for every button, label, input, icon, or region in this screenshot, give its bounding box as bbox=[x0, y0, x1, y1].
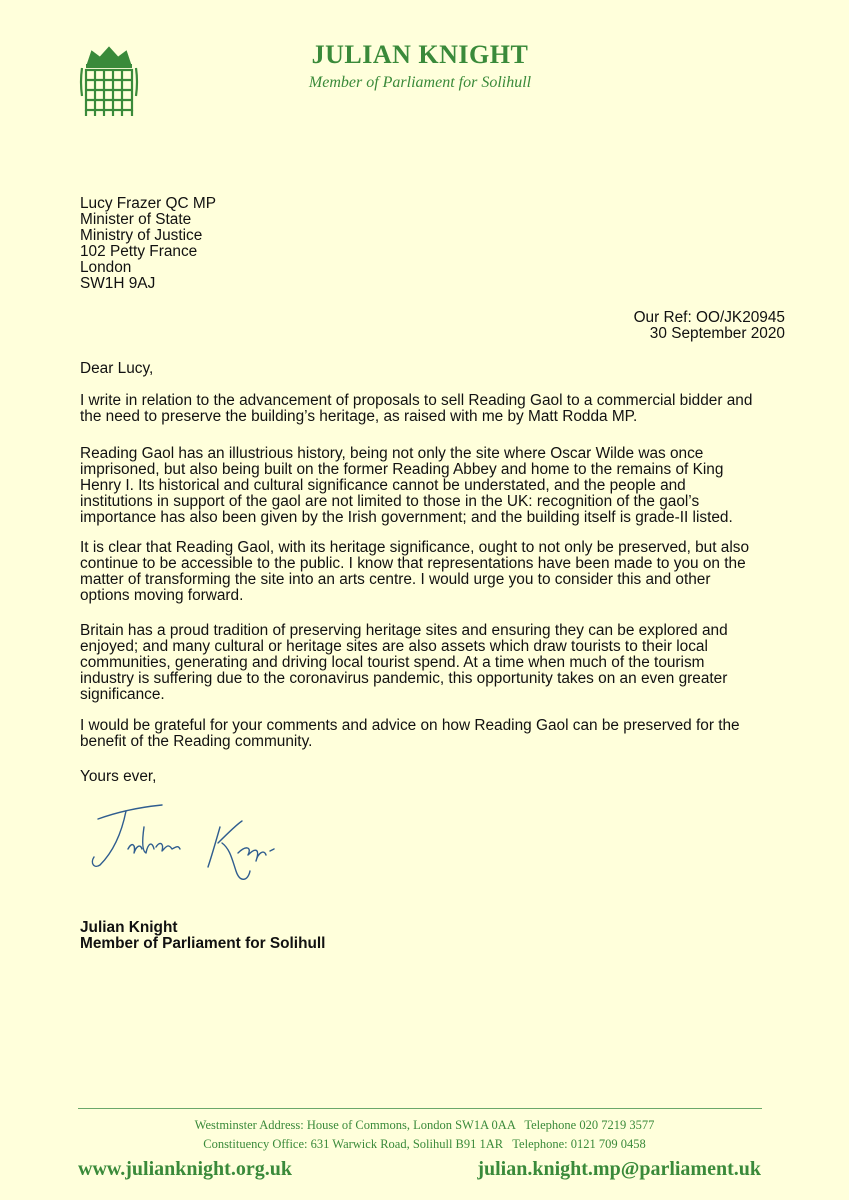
paragraph-line: I would be grateful for your comments and advice on how Reading Gaol can be preserved for the bbox=[80, 717, 740, 734]
address-line: Lucy Frazer QC MP bbox=[80, 195, 216, 212]
paragraph-line: Henry I. Its historical and cultural significance cannot be understated, and the people and bbox=[80, 477, 686, 494]
paragraph-line: the need to preserve the building’s heritage, as raised with me by Matt Rodda MP. bbox=[80, 408, 638, 425]
footer-constituency-office: Constituency Office: 631 Warwick Road, Solihull B91 1AR Telephone: 0121 709 0458 bbox=[203, 1137, 646, 1151]
closing: Yours ever, bbox=[80, 768, 157, 785]
letterhead-name: JULIAN KNIGHT bbox=[311, 40, 529, 69]
paragraph-line: Reading Gaol has an illustrious history, being not only the site where Oscar Wilde was once bbox=[80, 445, 704, 462]
paragraph-line: I write in relation to the advancement of proposals to sell Reading Gaol to a commercial bidder and bbox=[80, 392, 753, 409]
body-paragraph-5 bbox=[80, 718, 780, 750]
address-line: Minister of State bbox=[80, 211, 192, 228]
paragraph-line: enjoyed; and many cultural or heritage sites are also assets which draw tourists to their local bbox=[80, 638, 708, 655]
paragraph-line: continue to be accessible to the public. I know that representations have been made to you on the bbox=[80, 555, 746, 572]
paragraph-line: Britain has a proud tradition of preserving heritage sites and ensuring they can be explored and bbox=[80, 622, 728, 639]
paragraph-line: institutions in support of the gaol are not limited to those in the UK: recognition of the gaol’s bbox=[80, 493, 700, 510]
body-paragraph-3 bbox=[80, 540, 780, 604]
letterhead-role: Member of Parliament for Solihull bbox=[308, 74, 532, 91]
paragraph-line: significance. bbox=[80, 686, 165, 703]
paragraph-line: It is clear that Reading Gaol, with its heritage significance, ought to not only be preserved, but also bbox=[80, 539, 750, 556]
paragraph-line: communities, generating and driving local tourist spend. At a time when much of the tourism bbox=[80, 654, 705, 671]
footer-email-link[interactable]: julian.knight.mp@parliament.uk bbox=[477, 1158, 761, 1180]
paragraph-line: options moving forward. bbox=[80, 587, 244, 604]
body-paragraph-2 bbox=[80, 446, 780, 526]
footer-westminster-address: Westminster Address: House of Commons, London SW1A 0AA Telephone 020 7219 3577 bbox=[194, 1118, 655, 1132]
paragraph-line: matter of transforming the site into an arts centre. I would urge you to consider this and other bbox=[80, 571, 711, 588]
body-paragraph-1 bbox=[80, 393, 780, 425]
reference-block bbox=[634, 310, 785, 342]
paragraph-line: importance has also been given by the Irish government; and the building itself is grade-II listed. bbox=[80, 509, 733, 526]
address-line: London bbox=[80, 259, 132, 276]
paragraph-line: benefit of the Reading community. bbox=[80, 733, 313, 750]
letter-date: 30 September 2020 bbox=[649, 325, 785, 342]
paragraph-line: industry is suffering due to the coronavirus pandemic, this opportunity takes on an even greater bbox=[80, 670, 728, 687]
handwritten-signature bbox=[80, 797, 300, 887]
our-reference: Our Ref: OO/JK20945 bbox=[633, 309, 785, 326]
paragraph-line: imprisoned, but also being built on the former Reading Abbey and home to the remains of King bbox=[80, 461, 724, 478]
signatory-role: Member of Parliament for Solihull bbox=[80, 935, 326, 952]
portcullis-icon bbox=[78, 46, 140, 120]
body-paragraph-4 bbox=[80, 623, 780, 703]
salutation: Dear Lucy, bbox=[80, 360, 154, 377]
recipient-address bbox=[80, 196, 216, 292]
address-line: SW1H 9AJ bbox=[80, 275, 156, 292]
address-line: Ministry of Justice bbox=[80, 227, 203, 244]
footer-website-link[interactable]: www.julianknight.org.uk bbox=[78, 1158, 292, 1180]
footer-divider bbox=[78, 1108, 762, 1109]
signatory-name: Julian Knight bbox=[80, 919, 178, 936]
address-line: 102 Petty France bbox=[80, 243, 198, 260]
